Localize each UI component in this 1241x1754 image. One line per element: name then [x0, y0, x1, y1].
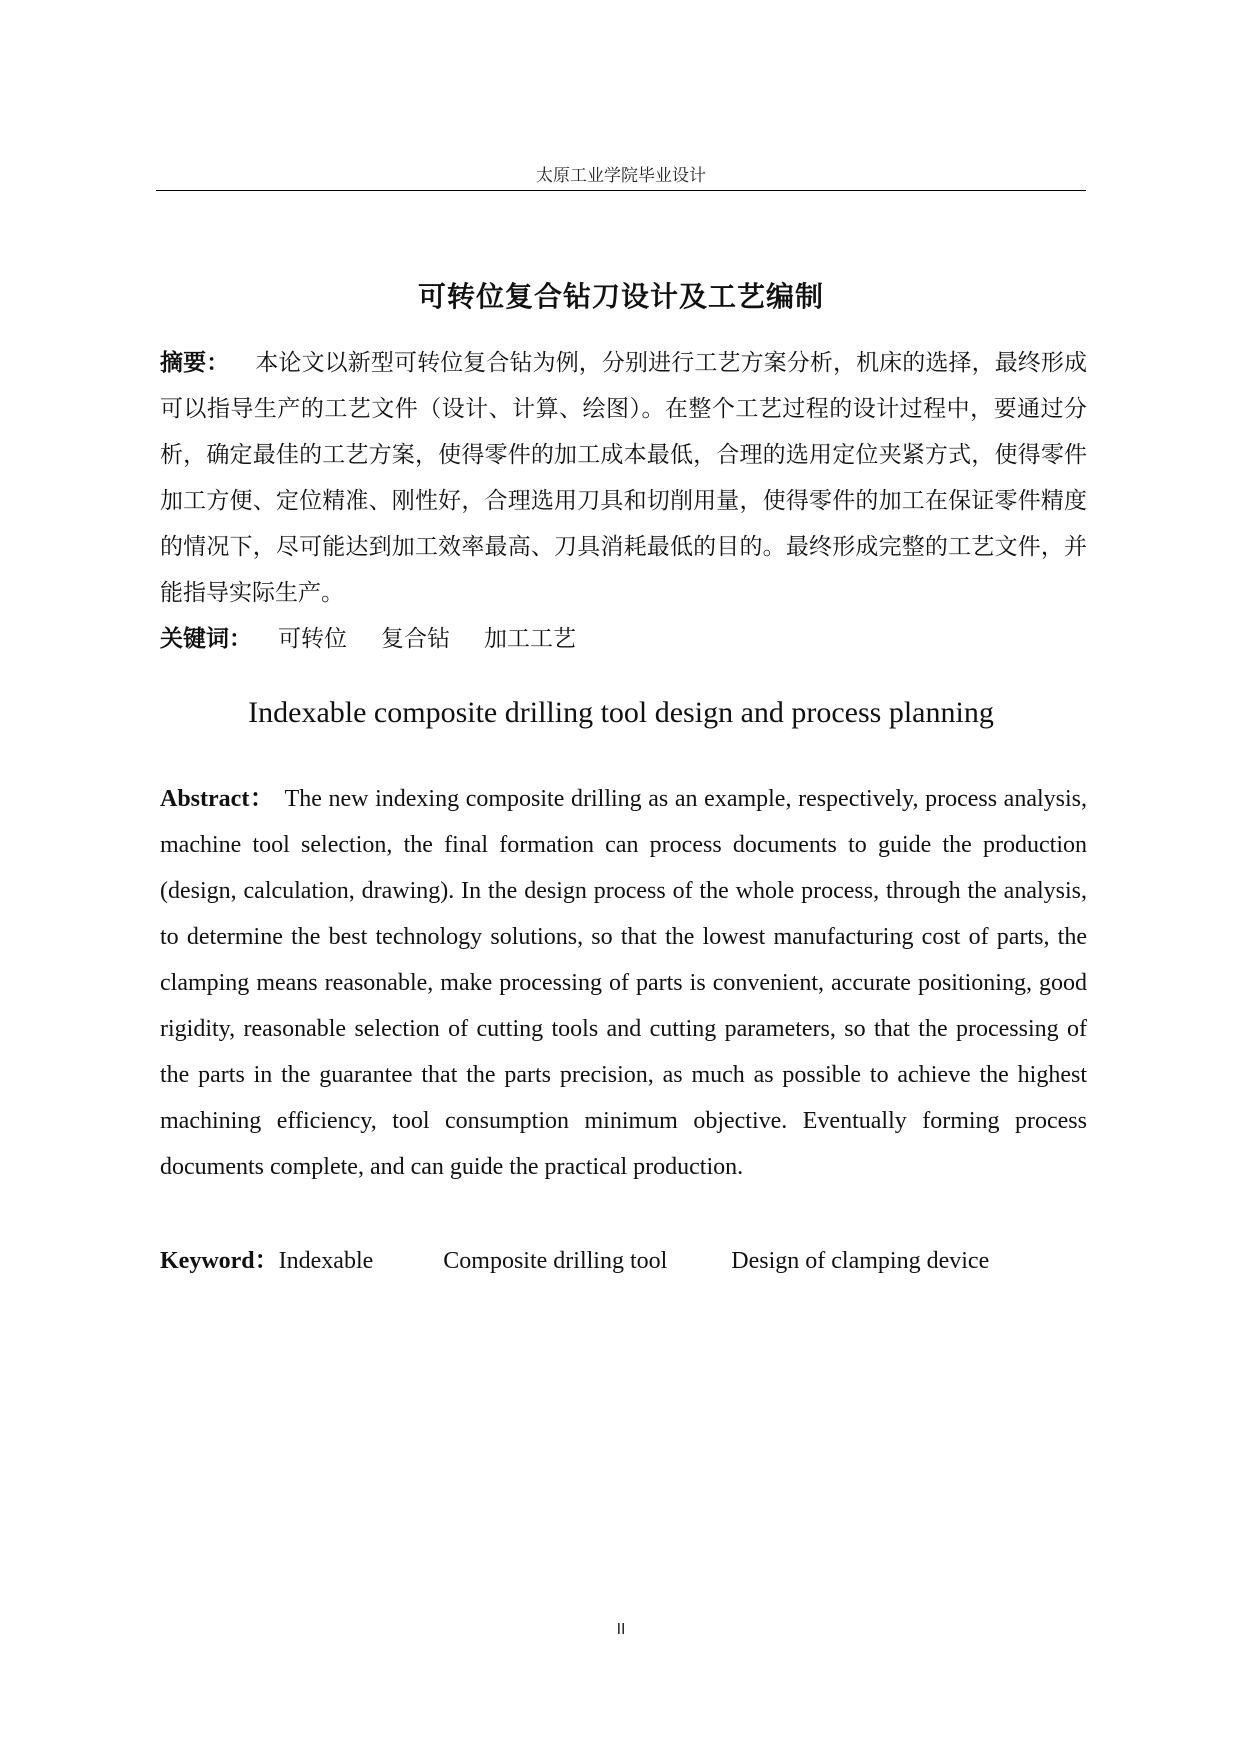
running-header: 太原工业学院毕业设计	[536, 166, 706, 186]
chinese-keyword: 可转位	[278, 626, 347, 652]
chinese-abstract-text: 本论文以新型可转位复合钻为例，分别进行工艺方案分析，机床的选择，最终形成可以指导生产的工艺文件（设计、计算、绘图）。在整个工艺过程的设计过程中，要通过分析，确定最佳的工艺方案，使得零件的加工成本最低，合理的选用定位夹紧方式，使得零件加工方便、定位精准、刚性好，合理选用刀具和切削用量，使得零件的加工在保证零件精度的情况下，尽可能达到加工效率最高、刀具消耗最低的目的。最终形成完整的工艺文件，并能指导实际生产。	[160, 350, 1088, 606]
english-keywords	[160, 1238, 1087, 1284]
chinese-keyword: 加工工艺	[484, 626, 576, 652]
chinese-abstract	[160, 340, 1087, 616]
english-keyword: Indexable	[278, 1248, 374, 1274]
header-rule	[156, 190, 1086, 191]
page-number: II	[616, 1620, 626, 1638]
english-keywords-label: Keyword：	[160, 1248, 279, 1274]
english-keyword: Composite drilling tool	[443, 1248, 668, 1274]
chinese-keywords-label: 关键词：	[160, 626, 252, 652]
english-keyword: Design of clamping device	[731, 1248, 990, 1274]
chinese-keywords	[160, 616, 1087, 662]
english-title: Indexable composite drilling tool design and process planning	[248, 696, 994, 729]
chinese-title: 可转位复合钻刀设计及工艺编制	[417, 280, 824, 313]
chinese-abstract-label: 摘要：	[160, 350, 230, 376]
english-abstract-label: Abstract：	[160, 786, 275, 812]
english-abstract-text: The new indexing composite drilling as an example, respectively, process analysis, machine tool selection, the final formation can process documents to guide the production (design, calculation, drawing). In the design process of the whole process, through the analysis, to determine the best technology solutions, so that the lowest manufacturing cost of parts, the clamping means reasonable, make processing of parts is convenient, accurate positioning, good rigidity, reasonable selection of cutting tools and cutting parameters, so that the processing of the parts in the guarantee that the parts precision, as much as possible to achieve the highest machining efficiency, tool consumption minimum objective. Eventually forming process documents complete, and can guide the practical production.	[160, 786, 1088, 1180]
chinese-keyword: 复合钻	[381, 626, 450, 652]
english-abstract	[160, 776, 1087, 1190]
